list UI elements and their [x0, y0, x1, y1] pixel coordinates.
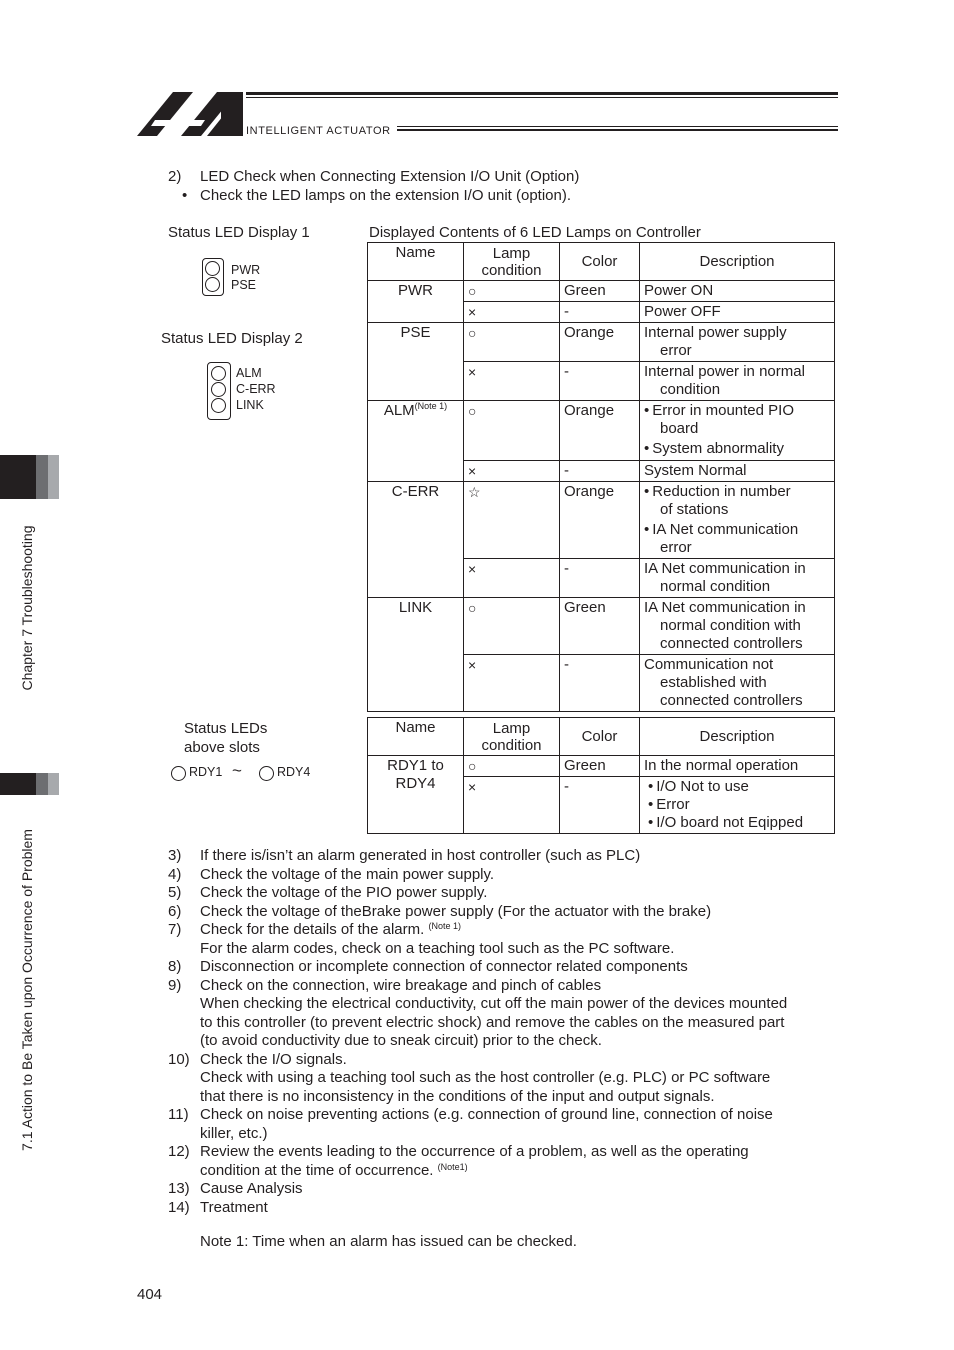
intro-bullet-text: Check the LED lamps on the extension I/O unit (option).	[200, 187, 572, 204]
led-label-alm: ALM	[236, 366, 262, 380]
range-tilde: ~	[232, 761, 242, 780]
led-table-controller	[367, 242, 835, 712]
color-cell: -	[560, 302, 640, 323]
desc-line: error	[660, 539, 692, 556]
table-row	[368, 401, 835, 461]
alm-note-ref: (Note 1)	[414, 401, 448, 411]
intro-bullet-dot: •	[182, 187, 188, 204]
lamp-off-icon: ×	[464, 302, 560, 323]
desc-bullet: • Error	[648, 796, 830, 814]
header-name: Name	[368, 718, 464, 756]
status-led-1-housing	[202, 258, 224, 296]
step-number: 8)	[168, 958, 182, 975]
step-line: (to avoid conductivity due to sneak circuit) prior to the check.	[200, 1032, 602, 1049]
pwr-led-icon	[205, 261, 220, 276]
desc-bullet: • Error in mounted PIO	[644, 402, 830, 420]
lamp-off-icon: ×	[464, 362, 560, 401]
led-label-pse: PSE	[231, 278, 257, 292]
step-number: 6)	[168, 902, 182, 920]
desc-line: error	[660, 342, 692, 359]
row-name-pwr: PWR	[368, 281, 464, 323]
header-color: Color	[560, 243, 640, 281]
list-item	[168, 884, 848, 903]
section-tab-block	[0, 773, 36, 795]
note-ref: (Note1)	[437, 1161, 468, 1172]
desc-cell: System Normal	[640, 461, 835, 482]
step-number: 10)	[168, 1050, 190, 1068]
desc-cell: Power ON	[640, 281, 835, 302]
alm-name: ALM	[383, 402, 415, 419]
table-row	[368, 598, 835, 655]
led-label-rdy1: RDY1	[189, 765, 223, 779]
color-cell: Orange	[560, 482, 640, 559]
color-cell: -	[560, 655, 640, 712]
table1-caption: Displayed Contents of 6 LED Lamps on Controller	[369, 224, 701, 241]
chapter-title-vertical: Chapter 7 Troubleshooting	[19, 525, 35, 691]
table-row	[368, 323, 835, 362]
desc-line: Communication not	[644, 656, 774, 673]
troubleshooting-steps	[168, 847, 848, 1217]
lamp-on-icon: ○	[464, 401, 560, 461]
step-text: If there is/isn’t an alarm generated in host controller (such as PLC)	[200, 847, 641, 864]
desc-cell	[640, 482, 835, 559]
list-item	[168, 1199, 848, 1218]
table-row	[368, 281, 835, 302]
step-number: 12)	[168, 1143, 190, 1160]
step-line: killer, etc.)	[200, 1124, 268, 1142]
header-lamp: Lamp condition	[464, 243, 560, 281]
rdy-name-line: RDY1 to	[387, 757, 444, 774]
step-line: Check for the details of the alarm.	[200, 921, 425, 938]
step-text: Cause Analysis	[200, 1180, 303, 1197]
status-led-display-2-title: Status LED Display 2	[161, 330, 303, 347]
header-description: Description	[640, 718, 835, 756]
list-item	[168, 1051, 848, 1107]
step-number: 11)	[168, 1106, 189, 1123]
desc-cell	[640, 401, 835, 461]
row-name-pse: PSE	[368, 323, 464, 401]
step-text: Treatment	[200, 1198, 268, 1216]
step-text: Check the voltage of the main power supply.	[200, 865, 495, 883]
step-number: 5)	[168, 884, 182, 901]
desc-line: condition	[660, 381, 721, 398]
lamp-flash-icon: ☆	[464, 482, 560, 559]
step-line: Review the events leading to the occurrence of a problem, as well as the operating	[200, 1143, 749, 1160]
color-cell: -	[560, 777, 640, 834]
header-rule-bottom-thick	[397, 129, 838, 131]
desc-bullet: • I/O board not Eqipped	[648, 814, 830, 832]
row-name-rdy	[368, 756, 464, 834]
desc-line: IA Net communication in	[644, 560, 806, 577]
step-line: condition at the time of occurrence.	[200, 1161, 434, 1179]
color-cell: Orange	[560, 323, 640, 362]
step-number: 7)	[168, 921, 182, 938]
desc-bullet: • I/O Not to use	[648, 778, 830, 796]
status-led-2-housing	[207, 362, 231, 420]
header-color: Color	[560, 718, 640, 756]
section-tab-stripe-light	[48, 773, 59, 795]
led-label-link: LINK	[236, 398, 264, 412]
step-number: 4)	[168, 865, 182, 883]
step-line: to this controller (to prevent electric shock) and remove the cables on the measured part	[200, 1013, 785, 1031]
rdy1-led-icon	[171, 766, 186, 781]
desc-line: IA Net communication in	[644, 599, 806, 616]
step-line: For the alarm codes, check on a teaching tool such as the PC software.	[200, 939, 675, 957]
slot-leds-title-line2: above slots	[184, 739, 260, 756]
step-text: Disconnection or incomplete connection of connector related components	[200, 958, 688, 975]
desc-cell: Power OFF	[640, 302, 835, 323]
desc-bullet: • Reduction in number	[644, 483, 830, 501]
c-err-led-icon	[211, 382, 226, 397]
note-ref: (Note 1)	[428, 921, 461, 931]
pse-led-icon	[205, 277, 220, 292]
step-number: 9)	[168, 976, 182, 994]
step-text	[200, 1162, 848, 1181]
list-item	[168, 866, 848, 885]
color-cell: Green	[560, 281, 640, 302]
alm-led-icon	[211, 366, 226, 381]
rdy4-led-icon	[259, 766, 274, 781]
intro-item-number: 2)	[168, 168, 182, 185]
desc-cell: In the normal operation	[640, 756, 835, 777]
section-title-vertical: 7.1 Action to Be Taken upon Occurrence of Problem	[19, 829, 35, 1151]
list-item	[168, 921, 848, 958]
chapter-tab-stripe-dark	[36, 455, 48, 499]
list-item	[168, 1106, 848, 1143]
desc-line: Internal power in normal	[644, 363, 805, 380]
led-label-c-err: C-ERR	[236, 382, 276, 396]
header-name: Name	[368, 243, 464, 281]
lamp-off-icon: ×	[464, 461, 560, 482]
step-text: Check the voltage of theBrake power supply (For the actuator with the brake)	[200, 902, 712, 920]
desc-line: connected controllers	[660, 635, 803, 652]
step-line: When checking the electrical conductivity, cut off the main power of the devices mounted	[200, 995, 788, 1012]
row-name-link: LINK	[368, 598, 464, 712]
lamp-off-icon: ×	[464, 655, 560, 712]
lamp-on-icon: ○	[464, 598, 560, 655]
lamp-off-icon: ×	[464, 777, 560, 834]
desc-line: Internal power supply	[644, 324, 787, 341]
desc-line: connected controllers	[660, 692, 803, 709]
desc-cell	[640, 323, 835, 362]
color-cell: Green	[560, 598, 640, 655]
color-cell: Green	[560, 756, 640, 777]
desc-line: normal condition with	[660, 617, 801, 634]
list-item	[168, 903, 848, 922]
slot-leds-title-line1: Status LEDs	[184, 720, 268, 737]
step-text	[200, 921, 848, 940]
step-line: Check on the connection, wire breakage and pinch of cables	[200, 976, 602, 994]
desc-cell	[640, 598, 835, 655]
header-rule-top	[246, 92, 838, 95]
status-led-display-1-title: Status LED Display 1	[168, 224, 310, 241]
desc-line: board	[660, 420, 699, 437]
chapter-tab-stripe-light	[48, 455, 59, 499]
desc-bullet: • System abnormality	[644, 440, 830, 458]
color-cell: -	[560, 362, 640, 401]
list-item	[168, 977, 848, 1051]
desc-cell	[640, 655, 835, 712]
desc-line: of stations	[660, 501, 729, 518]
link-led-icon	[211, 398, 226, 413]
iai-logo	[135, 90, 245, 138]
led-table-slots	[367, 717, 835, 834]
header-rule-bottom	[397, 126, 838, 127]
desc-bullet: • IA Net communication	[644, 521, 830, 539]
color-cell: Orange	[560, 401, 640, 461]
step-number: 14)	[168, 1198, 190, 1216]
header-lamp: Lamp condition	[464, 718, 560, 756]
step-line: that there is no inconsistency in the conditions of the input and output signals.	[200, 1087, 715, 1105]
step-number: 3)	[168, 847, 182, 864]
desc-cell	[640, 362, 835, 401]
lamp-off-icon: ×	[464, 559, 560, 598]
led-label-rdy4: RDY4	[277, 765, 311, 779]
desc-line: established with	[660, 674, 767, 691]
desc-cell	[640, 777, 835, 834]
lamp-on-icon: ○	[464, 281, 560, 302]
page-number: 404	[137, 1286, 163, 1303]
table-row	[368, 756, 835, 777]
list-item	[168, 958, 848, 977]
color-cell: -	[560, 559, 640, 598]
led-label-pwr: PWR	[231, 263, 261, 277]
header-rule-top-thin	[246, 97, 838, 98]
brand-subtitle: INTELLIGENT ACTUATOR	[246, 125, 391, 137]
rdy-name-line: RDY4	[395, 775, 436, 792]
step-line: Check with using a teaching tool such as the host controller (e.g. PLC) or PC software	[200, 1069, 771, 1086]
section-tab-stripe-dark	[36, 773, 48, 795]
list-item	[168, 1143, 848, 1180]
list-item	[168, 847, 848, 866]
step-text: Check the voltage of the PIO power supply.	[200, 884, 488, 901]
color-cell: -	[560, 461, 640, 482]
list-item	[168, 1180, 848, 1199]
desc-line: normal condition	[660, 578, 771, 595]
table-header-row	[368, 718, 835, 756]
step-line: Check on noise preventing actions (e.g. connection of ground line, connection of noise	[200, 1106, 773, 1123]
footnote-1: Note 1: Time when an alarm has issued can be checked.	[200, 1233, 577, 1250]
step-number: 13)	[168, 1180, 190, 1197]
step-line: Check the I/O signals.	[200, 1050, 347, 1068]
header-description: Description	[640, 243, 835, 281]
row-name-c-err: C-ERR	[368, 482, 464, 598]
table-row	[368, 482, 835, 559]
intro-item-text: LED Check when Connecting Extension I/O Unit (Option)	[200, 168, 580, 185]
lamp-on-icon: ○	[464, 756, 560, 777]
desc-cell	[640, 559, 835, 598]
lamp-on-icon: ○	[464, 323, 560, 362]
table-header-row	[368, 243, 835, 281]
row-name-alm	[368, 401, 464, 482]
